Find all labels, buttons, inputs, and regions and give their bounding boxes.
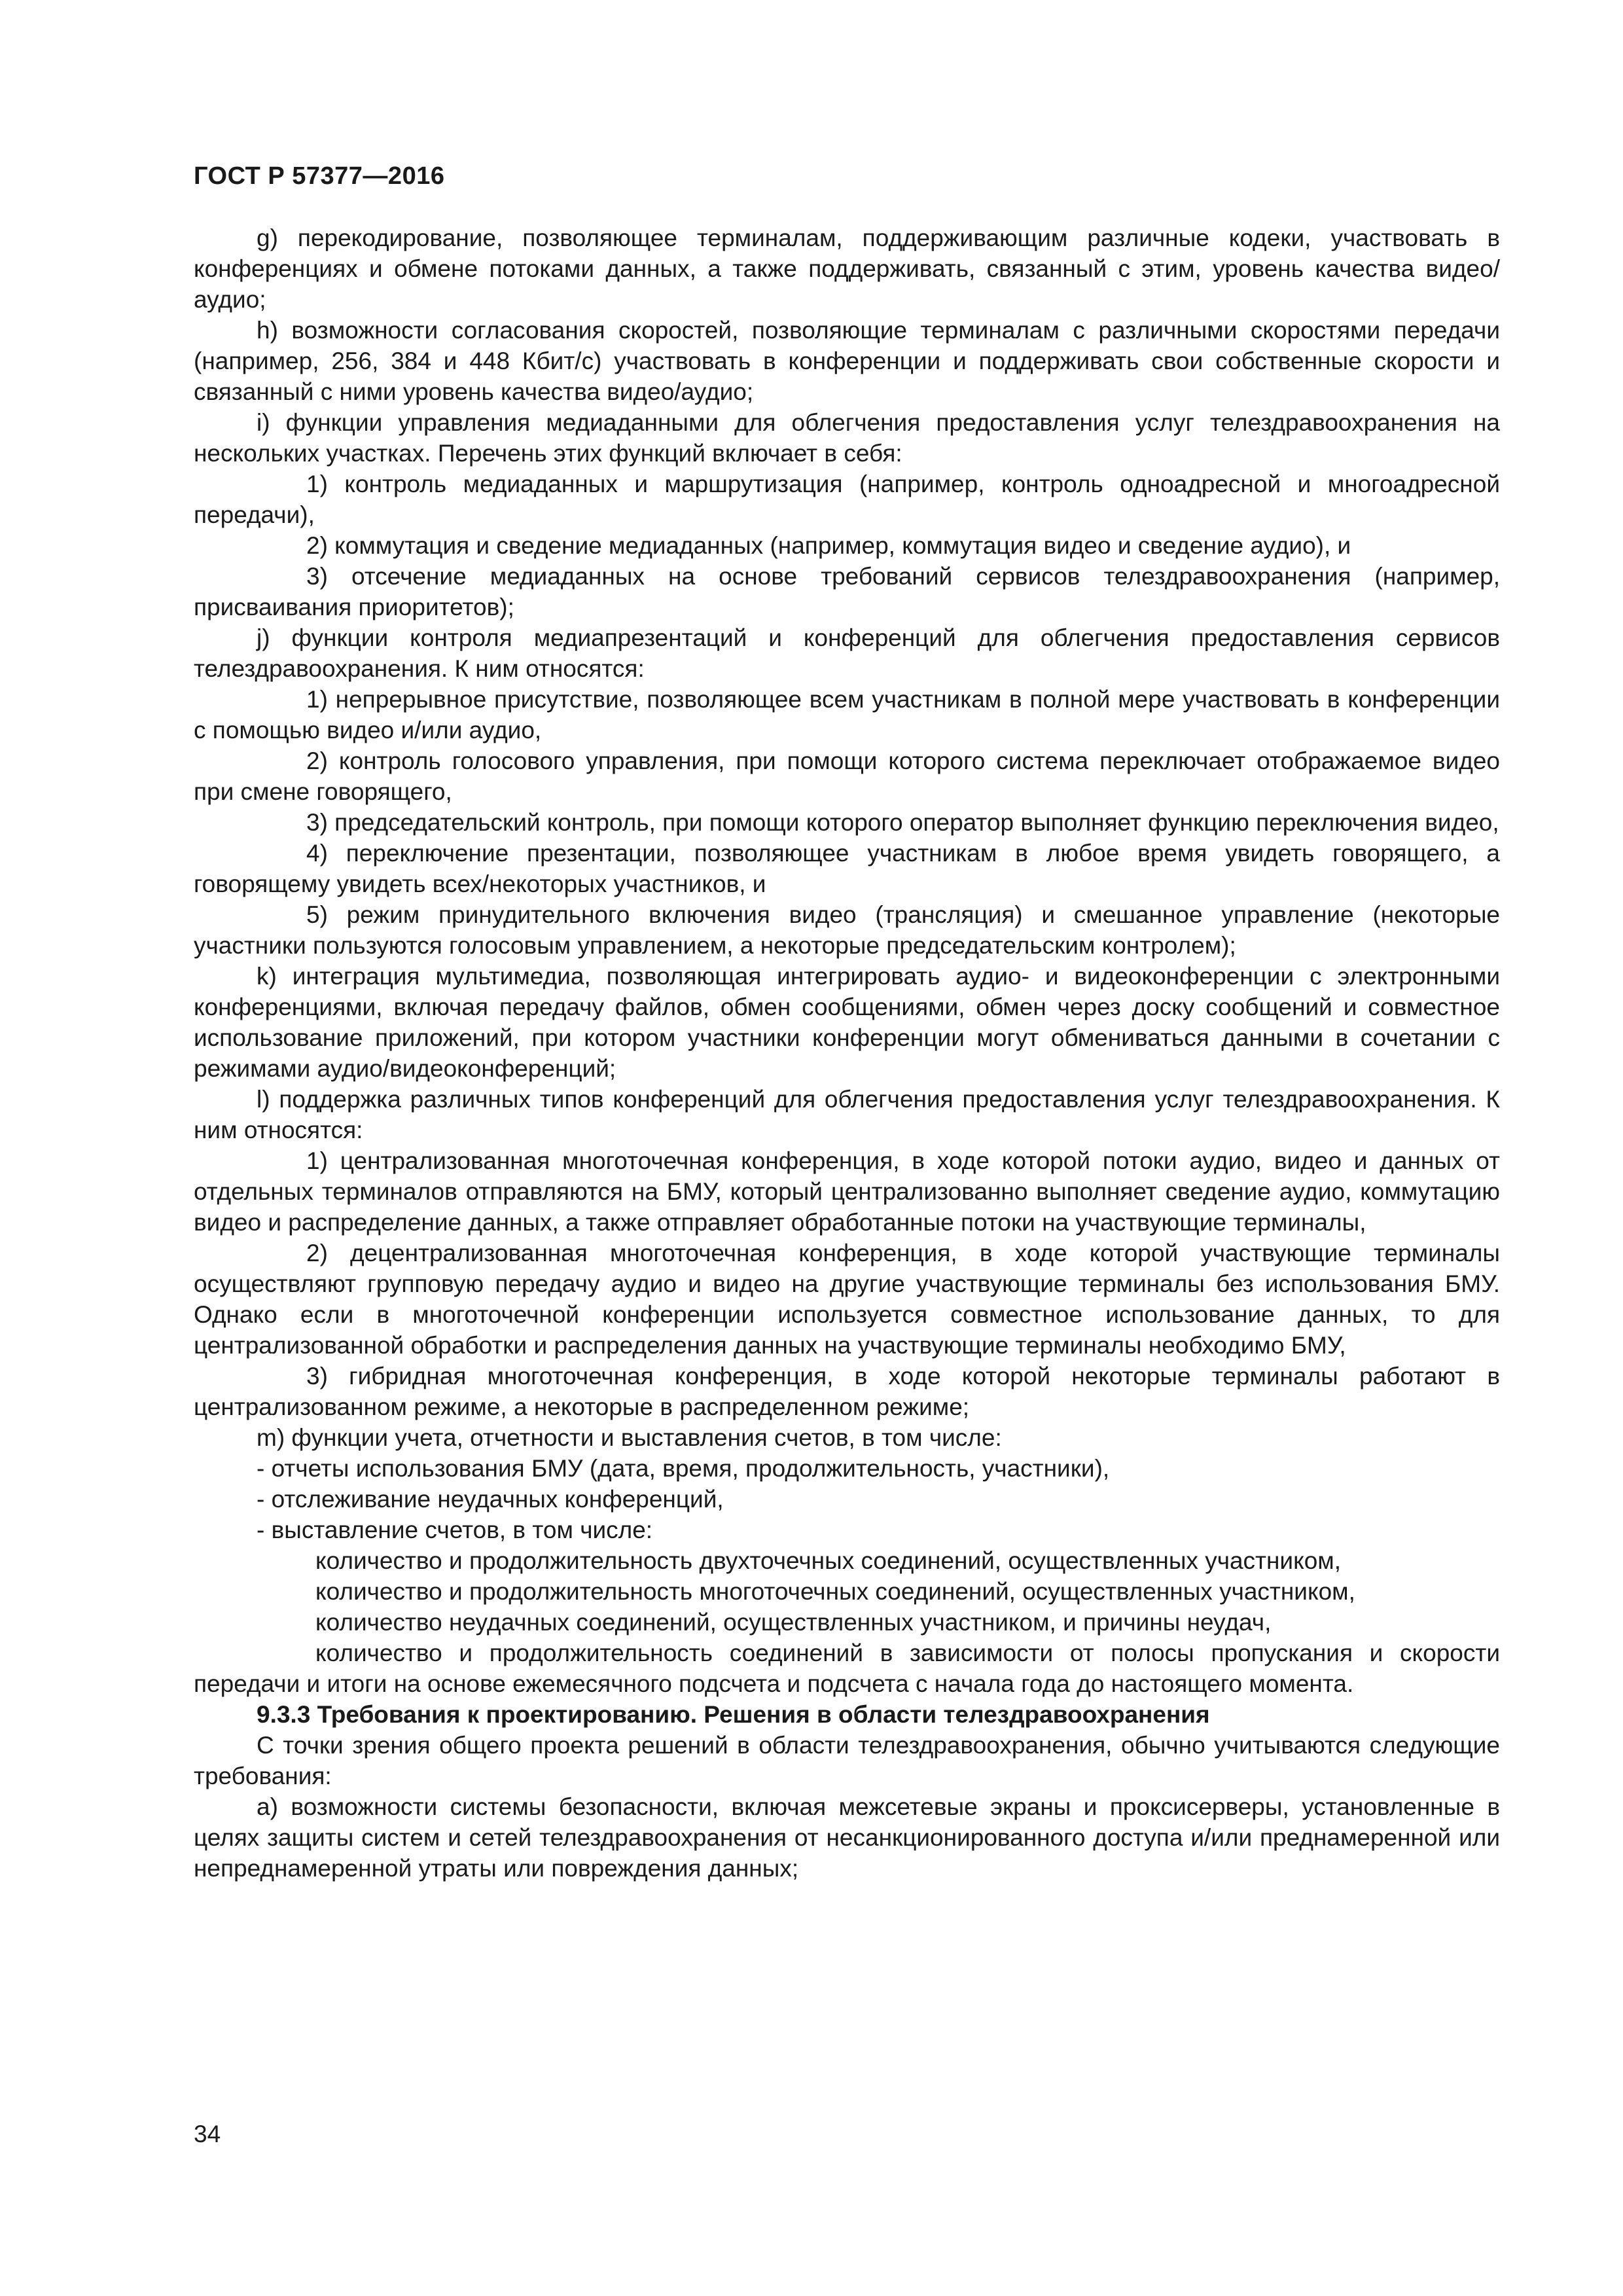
list-item: количество и продолжительность многоточечных соединений, осуществленных участником, [315, 1578, 1355, 1605]
paragraph: С точки зрения общего проекта решений в области телездравоохранения, обычно учитываются следующие требования: [194, 1732, 1500, 1789]
paragraph: 3) председательский контроль, при помощи которого оператор выполняет функцию переключения видео, [306, 809, 1499, 836]
paragraph: k) интеграция мультимедиа, позволяющая интегрировать аудио- и видеоконференции с электронными конференциями, включая передачу файлов, обмен сообщениями, обмен через доску сообщений и совместное использование приложений, при котором участники конференции могут обмениваться данными в сочетании с режимами аудио/видеоконференций; [194, 963, 1500, 1082]
paragraph: 1) непрерывное присутствие, позволяющее всем участникам в полной мере участвовать в конференции с помощью видео и/или аудио, [194, 686, 1500, 744]
list-item: количество и продолжительность соединений в зависимости от полосы пропускания и скорости передачи и итоги на основе ежемесячного подсчета и подсчета с начала года до настоящего момента. [194, 1640, 1500, 1697]
paragraph: l) поддержка различных типов конференций для облегчения предоставления услуг телездравоохранения. К ним относятся: [194, 1086, 1500, 1143]
list-item: количество неудачных соединений, осуществленных участником, и причины неудач, [315, 1609, 1272, 1636]
paragraph: 1) контроль медиаданных и маршрутизация (например, контроль одноадресной и многоадресной передачи), [194, 471, 1500, 528]
paragraph: 2) децентрализованная многоточечная конференция, в ходе которой участвующие терминалы осуществляют групповую передачу аудио и видео на другие участвующие терминалы без использования БМУ. Однако если в многоточечной конференции используется совместное использование данных, то для централизованной обработки и распределения данных на участвующие терминалы необходимо БМУ, [194, 1240, 1500, 1359]
paragraph: g) перекодирование, позволяющее терминалам, поддерживающим различные кодеки, участвовать в конференциях и обмене потоками данных, а также поддерживать, связанный с этим, уровень качества видео/аудио; [194, 224, 1500, 313]
paragraph: 3) отсечение медиаданных на основе требований сервисов телездравоохранения (например, присваивания приоритетов); [194, 563, 1500, 620]
paragraph: 2) коммутация и сведение медиаданных (например, коммутация видео и сведение аудио), и [306, 532, 1351, 559]
page-number: 34 [194, 2121, 221, 2147]
paragraph: 2) контроль голосового управления, при помощи которого система переключает отображаемое видео при смене говорящего, [194, 747, 1500, 805]
document-body [194, 223, 1500, 1884]
list-item: - отчеты использования БМУ (дата, время, продолжительность, участники), [257, 1455, 1110, 1482]
paragraph: 1) централизованная многоточечная конференция, в ходе которой потоки аудио, видео и данных от отдельных терминалов отправляются на БМУ, который централизованно выполняет сведение аудио, коммутацию видео и распределение данных, а также отправляет обработанные потоки на участвующие терминалы, [194, 1147, 1500, 1236]
paragraph: m) функции учета, отчетности и выставления счетов, в том числе: [257, 1424, 1002, 1451]
paragraph: h) возможности согласования скоростей, позволяющие терминалам с различными скоростями передачи (например, 256, 384 и 448 Кбит/с) участвовать в конференции и поддерживать свои собственные скорости и связанный с ними уровень качества видео/аудио; [194, 317, 1500, 405]
list-item: количество и продолжительность двухточечных соединений, осуществленных участником, [315, 1547, 1341, 1574]
paragraph: i) функции управления медиаданными для облегчения предоставления услуг телездравоохранения на нескольких участках. Перечень этих функций включает в себя: [194, 409, 1500, 467]
paragraph: a) возможности системы безопасности, включая межсетевые экраны и проксисерверы, установленные в целях защиты систем и сетей телездравоохранения от несанкционированного доступа и/или преднамеренной или непреднамеренной утраты или повреждения данных; [194, 1793, 1500, 1882]
list-item: - отслеживание неудачных конференций, [257, 1486, 724, 1513]
paragraph: j) функции контроля медиапрезентаций и конференций для облегчения предоставления сервисов телездравоохранения. К ним относятся: [194, 624, 1500, 682]
document-header: ГОСТ Р 57377—2016 [194, 162, 445, 190]
section-heading: 9.3.3 Требования к проектированию. Решения в области телездравоохранения [257, 1701, 1210, 1728]
list-item: - выставление счетов, в том числе: [257, 1516, 653, 1543]
paragraph: 5) режим принудительного включения видео (трансляция) и смешанное управление (некоторые участники пользуются голосовым управлением, а некоторые председательским контролем); [194, 901, 1500, 959]
paragraph: 3) гибридная многоточечная конференция, в ходе которой некоторые терминалы работают в централизованном режиме, а некоторые в распределенном режиме; [194, 1363, 1500, 1420]
paragraph: 4) переключение презентации, позволяющее участникам в любое время увидеть говорящего, а говорящему увидеть всех/некоторых участников, и [194, 840, 1500, 897]
